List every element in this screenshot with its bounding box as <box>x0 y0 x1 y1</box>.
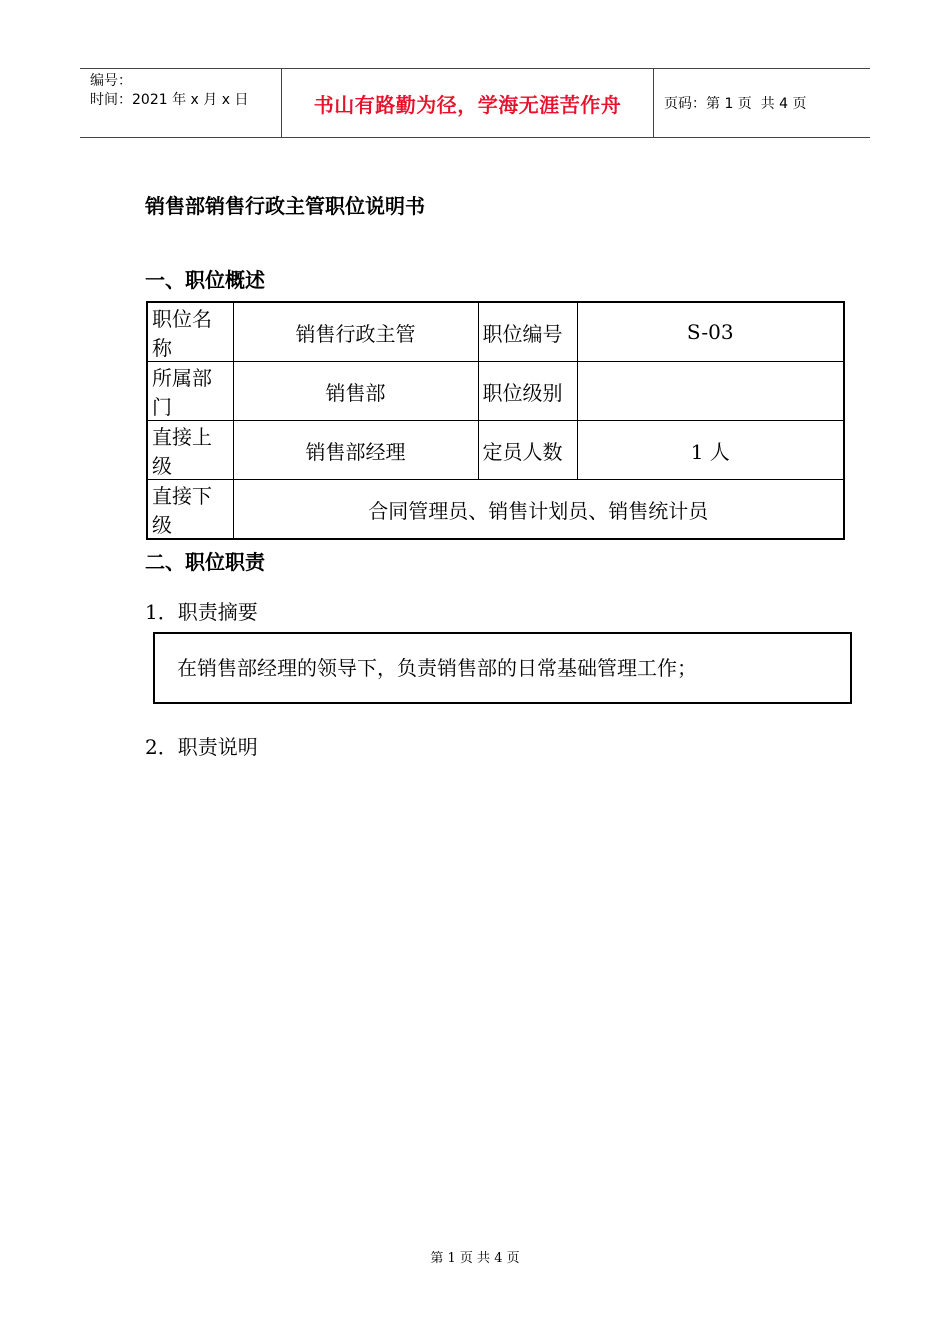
page-footer <box>0 1247 950 1266</box>
position-level-value <box>577 362 844 421</box>
position-name-value: 销售行政主管 <box>233 302 478 362</box>
document-date-label: 时间：2021 年 x 月 x 日 <box>90 92 249 108</box>
duty-summary-heading: 1．职责摘要 <box>145 600 258 624</box>
duty-summary-box <box>153 632 852 704</box>
duty-summary-text: 在销售部经理的领导下，负责销售部的日常基础管理工作； <box>177 656 697 680</box>
department-label: 所属部门 <box>147 362 233 421</box>
department-value: 销售部 <box>233 362 478 421</box>
headcount-value: 1 人 <box>577 421 844 480</box>
header-meta <box>80 69 282 137</box>
position-code-value: S-03 <box>577 302 844 362</box>
document-number-label: 编号： <box>90 73 132 89</box>
header-motto: 书山有路勤为径，学海无涯苦作舟 <box>282 69 654 137</box>
section-duties-heading: 二、职位职责 <box>145 550 265 574</box>
table-row <box>147 480 844 540</box>
page-info-text: 页码：第 1 页 共 4 页 <box>664 96 807 112</box>
document-title: 销售部销售行政主管职位说明书 <box>145 194 425 218</box>
direct-superior-label: 直接上级 <box>147 421 233 480</box>
direct-subordinates-label: 直接下级 <box>147 480 233 540</box>
position-code-label: 职位编号 <box>478 302 577 362</box>
table-row <box>147 421 844 480</box>
duty-details-heading: 2．职责说明 <box>145 735 258 759</box>
direct-subordinates-value: 合同管理员、销售计划员、销售统计员 <box>233 480 844 540</box>
position-name-label: 职位名称 <box>147 302 233 362</box>
table-row <box>147 302 844 362</box>
page-header <box>80 68 870 138</box>
footer-page-number: 第 1 页 共 4 页 <box>430 1251 520 1266</box>
direct-superior-value: 销售部经理 <box>233 421 478 480</box>
section-overview-heading: 一、职位概述 <box>145 268 265 292</box>
header-page-info <box>654 69 870 137</box>
position-level-label: 职位级别 <box>478 362 577 421</box>
headcount-label: 定员人数 <box>478 421 577 480</box>
table-row <box>147 362 844 421</box>
position-overview-table <box>146 301 845 540</box>
